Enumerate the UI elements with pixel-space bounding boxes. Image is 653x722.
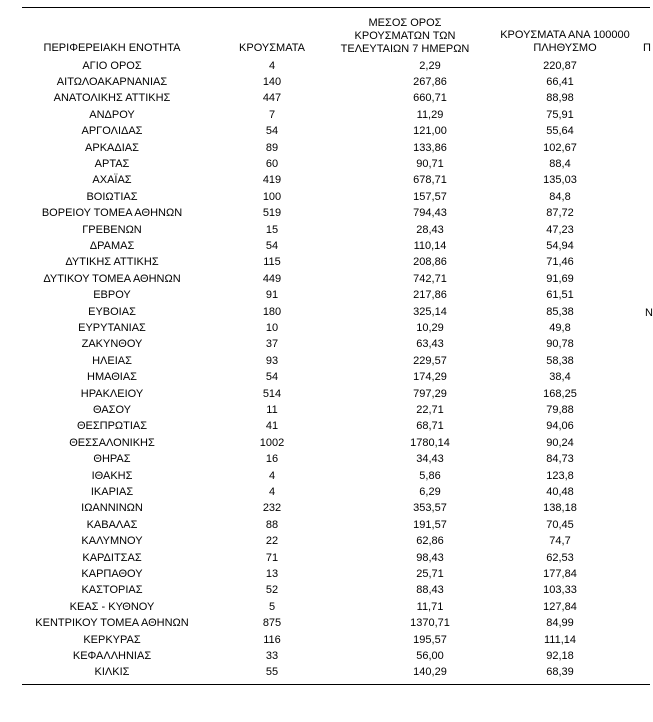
per-100k-cell: 71,46 — [546, 256, 574, 269]
region-cell: ΚΕΦΑΛΛΗΝΙΑΣ — [72, 649, 152, 662]
table-row — [0, 205, 650, 221]
average-cell: 90,71 — [416, 157, 444, 170]
per-100k-cell: 91,69 — [546, 272, 574, 285]
per-100k-cell: 103,33 — [543, 584, 577, 597]
per-100k-cell: 66,41 — [546, 75, 574, 88]
region-cell: ΘΕΣΣΑΛΟΝΙΚΗΣ — [69, 436, 155, 449]
average-cell: 11,29 — [416, 108, 444, 121]
table-row — [0, 484, 650, 500]
average-cell: 140,29 — [413, 666, 447, 679]
cases-cell: 15 — [265, 223, 279, 236]
per-100k-cell: 220,87 — [543, 59, 577, 72]
cases-cell: 55 — [265, 666, 279, 679]
cases-cell: 33 — [265, 649, 279, 662]
cases-cell: 54 — [265, 125, 279, 138]
average-cell: 25,71 — [416, 567, 444, 580]
region-cell: ΑΡΓΟΛΙΔΑΣ — [81, 125, 143, 138]
region-cell: ΗΡΑΚΛΕΙΟΥ — [80, 387, 144, 400]
per-100k-cell: 92,18 — [546, 649, 574, 662]
table-row — [0, 74, 650, 90]
cases-cell: 4 — [268, 469, 276, 482]
region-cell: ΙΩΑΝΝΙΝΩΝ — [81, 502, 143, 515]
average-cell: 11,71 — [416, 600, 444, 613]
region-cell: ΚΑΣΤΟΡΙΑΣ — [81, 584, 143, 597]
per-100k-cell: 102,67 — [543, 141, 577, 154]
cases-cell: 91 — [265, 289, 279, 302]
cases-cell: 13 — [265, 567, 279, 580]
region-cell: ΚΕΑΣ - ΚΥΘΝΟΥ — [69, 600, 155, 613]
table-row — [0, 320, 650, 336]
table-row — [0, 140, 650, 156]
average-cell: 62,86 — [416, 535, 444, 548]
average-cell: 678,71 — [413, 174, 447, 187]
cut-off-mark: Ν — [645, 307, 653, 319]
table-row — [0, 648, 650, 664]
average-cell: 10,29 — [416, 321, 444, 334]
per-100k-cell: 94,06 — [546, 420, 574, 433]
header-average-line1: ΜΕΣΟΣ ΟΡΟΣ — [368, 17, 442, 29]
header-cases: ΚΡΟΥΣΜΑΤΑ — [239, 42, 305, 54]
cases-cell: 419 — [262, 174, 282, 187]
cases-cell: 5 — [268, 600, 276, 613]
cases-cell: 93 — [265, 354, 279, 367]
cases-cell: 100 — [262, 190, 282, 203]
cases-cell: 89 — [265, 141, 279, 154]
table-row — [0, 632, 650, 648]
per-100k-cell: 87,72 — [546, 207, 574, 220]
region-cell: ΙΘΑΚΗΣ — [91, 469, 133, 482]
cases-cell: 1002 — [259, 436, 285, 449]
table-row — [0, 582, 650, 598]
cases-cell: 22 — [265, 535, 279, 548]
average-cell: 195,57 — [413, 633, 447, 646]
header-average-line2: ΚΡΟΥΣΜΑΤΩΝ ΤΩΝ — [354, 30, 456, 42]
region-cell: ΘΗΡΑΣ — [93, 453, 131, 466]
per-100k-cell: 90,78 — [546, 338, 574, 351]
table-row — [0, 369, 650, 385]
region-cell: ΚΙΛΚΙΣ — [94, 666, 130, 679]
average-cell: 191,57 — [413, 518, 447, 531]
table-row — [0, 238, 650, 254]
table-row — [0, 468, 650, 484]
region-cell: ΚΑΒΑΛΑΣ — [86, 518, 138, 531]
region-cell: ΚΑΡΔΙΤΣΑΣ — [82, 551, 142, 564]
table-row — [0, 599, 650, 615]
region-cell: ΓΡΕΒΕΝΩΝ — [82, 223, 142, 236]
cases-cell: 449 — [262, 272, 282, 285]
region-cell: ΕΥΒΟΙΑΣ — [88, 305, 136, 318]
average-cell: 353,57 — [413, 502, 447, 515]
average-cell: 88,43 — [416, 584, 444, 597]
table-row — [0, 58, 650, 74]
per-100k-cell: 88,4 — [549, 157, 571, 170]
average-cell: 56,00 — [416, 649, 444, 662]
region-cell: ΑΡΚΑΔΙΑΣ — [85, 141, 139, 154]
cases-cell: 10 — [265, 321, 279, 334]
table-row — [0, 254, 650, 270]
cases-cell: 16 — [265, 453, 279, 466]
average-cell: 325,14 — [413, 305, 447, 318]
average-cell: 110,14 — [413, 239, 447, 252]
table-row — [0, 533, 650, 549]
cases-cell: 41 — [265, 420, 279, 433]
table-row — [0, 435, 650, 451]
cases-cell: 4 — [268, 485, 276, 498]
average-cell: 121,00 — [413, 125, 447, 138]
table-row — [0, 304, 650, 320]
average-cell: 742,71 — [413, 272, 447, 285]
region-cell: ΚΑΛΥΜΝΟΥ — [81, 535, 143, 548]
per-100k-cell: 168,25 — [543, 387, 577, 400]
average-cell: 157,57 — [413, 190, 447, 203]
cases-cell: 519 — [262, 207, 282, 220]
per-100k-cell: 40,48 — [546, 485, 574, 498]
region-cell: ΑΝΔΡΟΥ — [89, 108, 135, 121]
average-cell: 217,86 — [413, 289, 447, 302]
average-cell: 2,29 — [419, 59, 441, 72]
table-row — [0, 107, 650, 123]
average-cell: 28,43 — [416, 223, 444, 236]
average-cell: 174,29 — [413, 371, 447, 384]
average-cell: 797,29 — [413, 387, 447, 400]
table-row — [0, 90, 650, 106]
cases-cell: 11 — [266, 403, 278, 416]
per-100k-cell: 54,94 — [546, 239, 574, 252]
average-cell: 6,29 — [419, 485, 441, 498]
cases-cell: 115 — [263, 256, 281, 269]
cases-cell: 180 — [262, 305, 282, 318]
average-cell: 1780,14 — [410, 436, 450, 449]
average-cell: 5,86 — [419, 469, 441, 482]
header-average — [330, 17, 480, 56]
header-per-100k-line1: ΚΡΟΥΣΜΑΤΑ ΑΝΑ 100000 — [500, 29, 630, 41]
region-cell: ΖΑΚΥΝΘΟΥ — [81, 338, 143, 351]
table-row — [0, 353, 650, 369]
per-100k-cell: 61,51 — [546, 289, 574, 302]
region-cell: ΕΒΡΟΥ — [93, 289, 131, 302]
cases-cell: 116 — [263, 633, 281, 646]
cases-cell: 71 — [265, 551, 279, 564]
average-cell: 22,71 — [416, 403, 444, 416]
table-row — [0, 189, 650, 205]
header-per-100k — [480, 29, 650, 55]
per-100k-cell: 47,23 — [546, 223, 574, 236]
average-cell: 267,86 — [413, 75, 447, 88]
average-cell: 660,71 — [413, 92, 447, 105]
average-cell: 208,86 — [413, 256, 447, 269]
table-row — [0, 287, 650, 303]
average-cell: 133,86 — [413, 141, 447, 154]
table-row — [0, 123, 650, 139]
per-100k-cell: 70,45 — [546, 518, 574, 531]
per-100k-cell: 38,4 — [549, 371, 571, 384]
cases-cell: 52 — [265, 584, 279, 597]
table-row — [0, 172, 650, 188]
region-cell: ΕΥΡΥΤΑΝΙΑΣ — [78, 321, 146, 334]
average-cell: 794,43 — [413, 207, 447, 220]
region-cell: ΗΜΑΘΙΑΣ — [87, 371, 137, 384]
per-100k-cell: 75,91 — [546, 108, 574, 121]
header-cut-off: Π — [643, 42, 651, 54]
table-row — [0, 664, 650, 680]
per-100k-cell: 84,99 — [546, 617, 574, 630]
region-cell: ΒΟΙΩΤΙΑΣ — [86, 190, 138, 203]
per-100k-cell: 58,38 — [546, 354, 574, 367]
table-row — [0, 156, 650, 172]
cases-cell: 232 — [262, 502, 282, 515]
average-cell: 63,43 — [416, 338, 444, 351]
region-cell: ΔΥΤΙΚΗΣ ΑΤΤΙΚΗΣ — [65, 256, 159, 269]
region-cell: ΔΡΑΜΑΣ — [89, 239, 135, 252]
cases-cell: 88 — [265, 518, 279, 531]
region-cell: ΘΑΣΟΥ — [92, 403, 132, 416]
table-row — [0, 550, 650, 566]
per-100k-cell: 79,88 — [546, 403, 574, 416]
cases-cell: 7 — [268, 108, 276, 121]
cases-cell: 514 — [262, 387, 282, 400]
table-row — [0, 451, 650, 467]
header-region: ΠΕΡΙΦΕΡΕΙΑΚΗ ΕΝΟΤΗΤΑ — [43, 42, 181, 54]
per-100k-cell: 177,84 — [543, 567, 577, 580]
region-cell: ΚΕΡΚΥΡΑΣ — [83, 633, 141, 646]
table-row — [0, 500, 650, 516]
per-100k-cell: 84,73 — [546, 453, 574, 466]
per-100k-cell: 85,38 — [546, 305, 574, 318]
table-row — [0, 222, 650, 238]
region-cell: ΑΧΑΪΑΣ — [92, 174, 132, 187]
average-cell: 1370,71 — [410, 617, 450, 630]
cases-cell: 54 — [265, 239, 279, 252]
per-100k-cell: 135,03 — [543, 174, 577, 187]
per-100k-cell: 62,53 — [546, 551, 574, 564]
cases-cell: 37 — [265, 338, 279, 351]
average-cell: 229,57 — [413, 354, 447, 367]
per-100k-cell: 123,8 — [546, 469, 574, 482]
region-cell: ΑΡΤΑΣ — [94, 157, 130, 170]
cases-cell: 4 — [268, 59, 276, 72]
region-cell: ΑΙΤΩΛΟΑΚΑΡΝΑΝΙΑΣ — [56, 75, 168, 88]
average-cell: 34,43 — [416, 453, 444, 466]
average-cell: 98,43 — [416, 551, 444, 564]
table-row — [0, 615, 650, 631]
table-row — [0, 566, 650, 582]
per-100k-cell: 49,8 — [549, 321, 571, 334]
header-per-100k-line2: ΠΛΗΘΥΣΜΟ — [533, 42, 597, 54]
per-100k-cell: 90,24 — [546, 436, 574, 449]
per-100k-cell: 127,84 — [543, 600, 577, 613]
region-cell: ΘΕΣΠΡΩΤΙΑΣ — [76, 420, 148, 433]
region-cell: ΙΚΑΡΙΑΣ — [90, 485, 134, 498]
cases-cell: 447 — [262, 92, 282, 105]
table-row — [0, 336, 650, 352]
table-row — [0, 418, 650, 434]
per-100k-cell: 74,7 — [549, 535, 571, 548]
per-100k-cell: 111,14 — [543, 633, 576, 646]
table-row — [0, 386, 650, 402]
cases-cell: 54 — [265, 371, 279, 384]
region-cell: ΑΝΑΤΟΛΙΚΗΣ ΑΤΤΙΚΗΣ — [53, 92, 171, 105]
region-cell: ΚΑΡΠΑΘΟΥ — [81, 567, 143, 580]
cases-cell: 875 — [262, 617, 282, 630]
region-cell: ΒΟΡΕΙΟΥ ΤΟΜΕΑ ΑΘΗΝΩΝ — [41, 207, 183, 220]
average-cell: 68,71 — [416, 420, 444, 433]
table-row — [0, 517, 650, 533]
cases-cell: 140 — [262, 75, 282, 88]
bottom-rule — [22, 684, 650, 685]
top-rule — [22, 7, 650, 8]
per-100k-cell: 88,98 — [546, 92, 574, 105]
per-100k-cell: 84,8 — [549, 190, 571, 203]
table-row — [0, 402, 650, 418]
per-100k-cell: 55,64 — [546, 125, 574, 138]
per-100k-cell: 138,18 — [543, 502, 577, 515]
region-cell: ΚΕΝΤΡΙΚΟΥ ΤΟΜΕΑ ΑΘΗΝΩΝ — [35, 617, 189, 630]
region-cell: ΑΓΙΟ ΟΡΟΣ — [82, 59, 142, 72]
region-cell: ΔΥΤΙΚΟΥ ΤΟΜΕΑ ΑΘΗΝΩΝ — [43, 272, 181, 285]
region-cell: ΗΛΕΙΑΣ — [92, 354, 132, 367]
table-row — [0, 271, 650, 287]
per-100k-cell: 68,39 — [546, 666, 574, 679]
cases-cell: 60 — [265, 157, 279, 170]
header-average-line3: ΤΕΛΕΥΤΑΙΩΝ 7 ΗΜΕΡΩΝ — [340, 43, 470, 55]
